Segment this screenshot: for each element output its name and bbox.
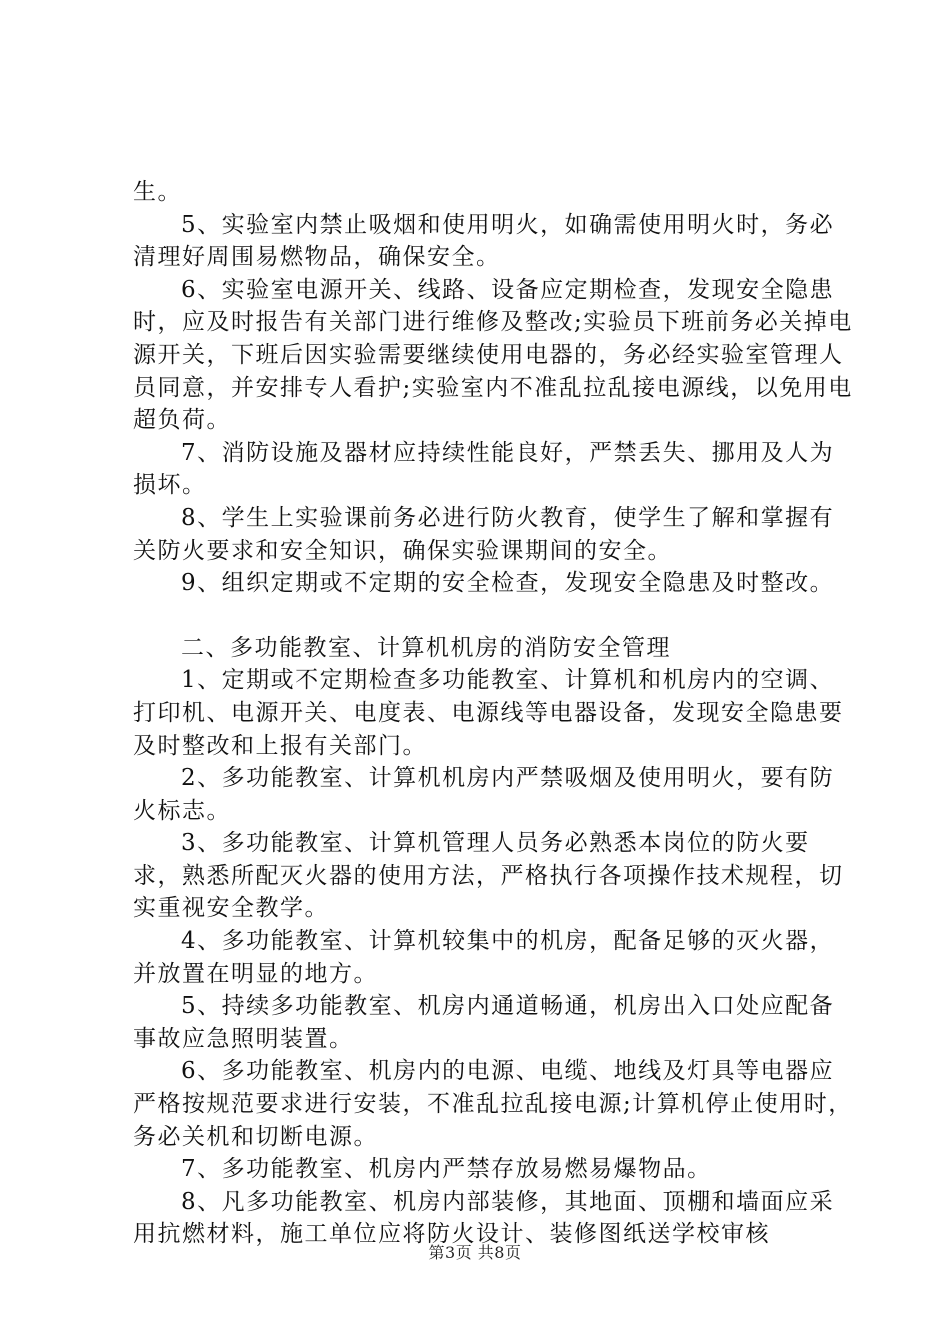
section2-item-1: 1、定期或不定期检查多功能教室、计算机和机房内的空调、打印机、电源开关、电度表、电源线等电器设备，发现安全隐患要及时整改和上报有关部门。 (133, 667, 844, 759)
section-heading: 二、多功能教室、计算机机房的消防安全管理 (181, 634, 671, 661)
section2-item-6: 6、多功能教室、机房内的电源、电缆、地线及灯具等电器应严格按规范要求进行安装，不准乱拉乱接电源;计算机停止使用时，务必关机和切断电源。 (133, 1058, 853, 1150)
section2-item-2: 2、多功能教室、计算机机房内严禁吸烟及使用明火，要有防火标志。 (133, 765, 835, 824)
section2-item-8: 8、凡多功能教室、机房内部装修，其地面、顶棚和墙面应采用抗燃材料，施工单位应将防火设计、装修图纸送学校审核 (133, 1188, 835, 1248)
paragraph-item-9: 9、组织定期或不定期的安全检查，发现安全隐患及时整改。 (181, 570, 835, 597)
paragraph-continuation: 生。 (133, 179, 182, 205)
section-spacer (133, 600, 853, 632)
paragraph-item-8: 8、学生上实验课前务必进行防火教育，使学生了解和掌握有关防火要求和安全知识，确保实验课期间的安全。 (133, 504, 835, 564)
paragraph-item-6: 6、实验室电源开关、线路、设备应定期检查，发现安全隐患时，应及时报告有关部门进行维修及整改;实验员下班前务必关掉电源开关，下班后因实验需要继续使用电器的，务必经实验室管理人员同意，并安排专人看护;实验室内不准乱拉乱接电源线，以免用电超负荷。 (133, 276, 853, 434)
section2-item-5: 5、持续多功能教室、机房内通道畅通，机房出入口处应配备事故应急照明装置。 (133, 993, 835, 1052)
paragraph-item-7: 7、消防设施及器材应持续性能良好，严禁丢失、挪用及人为损坏。 (133, 439, 835, 499)
section2-item-7: 7、多功能教室、机房内严禁存放易燃易爆物品。 (181, 1156, 712, 1183)
document-body (133, 176, 853, 1251)
section2-item-4: 4、多功能教室、计算机较集中的机房，配备足够的灭火器，并放置在明显的地方。 (133, 928, 835, 987)
section2-item-3: 3、多功能教室、计算机管理人员务必熟悉本岗位的防火要求，熟悉所配灭火器的使用方法，严格执行各项操作技术规程，切实重视安全教学。 (133, 830, 844, 922)
page-footer: 第3页 共8页 (428, 1243, 522, 1262)
paragraph-item-5: 5、实验室内禁止吸烟和使用明火，如确需使用明火时，务必清理好周围易燃物品，确保安全。 (133, 211, 835, 271)
